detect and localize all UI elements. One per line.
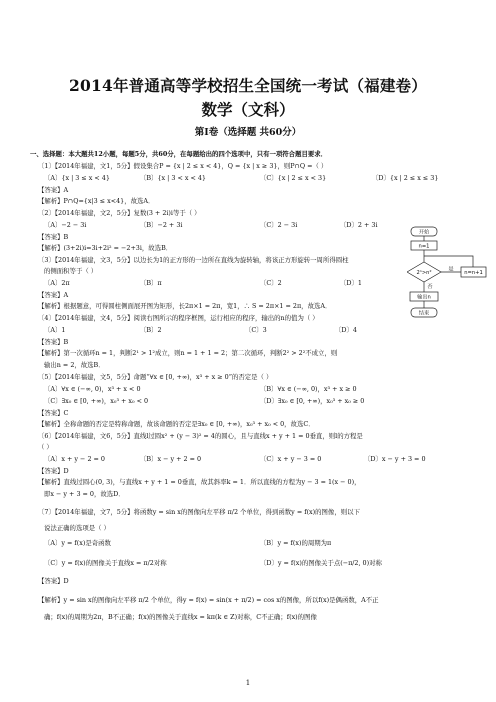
q6-option-b: 〔B〕x − y + 2 = 0 — [140, 455, 202, 463]
q4-answer: 【答案】B — [38, 338, 69, 346]
q7-option-c: 〔C〕y = f(x)的图像关于直线x = π/2对称 — [44, 559, 167, 567]
q4-option-b: 〔B〕2 — [140, 326, 162, 334]
q5-analysis: 【解析】全称命题的否定是特称命题，故该命题的否定是∃x₀ ∈ [0, +∞)，x₀³ + x₀ < 0，故选C． — [38, 420, 315, 428]
exam-title: 2014年普通高等学校招生全国统一考试（福建卷） — [69, 76, 427, 95]
q2-option-d: 〔D〕2 + 3i — [340, 221, 378, 229]
q5-answer: 【答案】C — [38, 409, 69, 417]
flow-no-label: 否 — [427, 284, 433, 290]
q3-analysis: 【解析】根据题意，可得圆柱侧面展开图为矩形，长2π×1 = 2π，宽1，∴ S = 2π×1 = 2π，故选A． — [38, 302, 332, 310]
q6-analysis-line2: 即x − y + 3 = 0，故选D． — [44, 490, 125, 498]
q3-option-a: 〔A〕2π — [44, 279, 70, 287]
q6-stem-line1: 〔6〕【2014年福建，文6，5分】直线l过圆x² + (y − 3)² = 4的圆心，且与直线x + y + 1 = 0垂直，则l的方程是 — [38, 432, 363, 440]
q1-answer: 【答案】A — [38, 186, 69, 194]
flow-condition-label: 2ⁿ>n² — [416, 270, 432, 276]
q2-answer: 【答案】B — [38, 233, 69, 241]
q4-option-c: 〔C〕3 — [245, 326, 267, 334]
q5-option-a: 〔A〕∀x ∈ (−∞, 0)，x³ + x < 0 — [44, 385, 141, 393]
flow-output-label: 输出n — [417, 294, 431, 301]
q7-stem-line1: 〔7〕【2014年福建，文7，5分】将函数y = sin x的图像向左平移 π/2 个单位，得到函数y = f(x)的图像，则以下 — [38, 508, 360, 516]
q2-option-a: 〔A〕−2 − 3i — [44, 221, 87, 229]
q1-option-a: 〔A〕{x | 3 ≤ x < 4} — [44, 174, 110, 182]
q1-stem: 〔1〕【2014年福建，文1，5分】假设集合P = {x | 2 ≤ x < 4}，Q = {x | x ≥ 3}，则P∩Q =（ ） — [38, 162, 328, 170]
flow-init-label: n=1 — [418, 243, 430, 250]
q7-stem-line2: 说法正确的选项是（ ） — [44, 524, 110, 532]
q7-option-a: 〔A〕y = f(x)是奇函数 — [44, 539, 111, 547]
q4-option-d: 〔D〕4 — [335, 326, 357, 334]
q6-answer: 【答案】D — [38, 467, 69, 475]
q2-analysis: 【解析】(3+2i)i=3i+2i² = −2+3i，故选B． — [38, 244, 173, 252]
flow-end-label: 结束 — [418, 310, 430, 317]
flow-start-label: 开始 — [418, 229, 430, 236]
q3-option-b: 〔B〕π — [140, 279, 162, 287]
q7-option-d: 〔D〕y = f(x)的图像关于点(−π/2, 0)对称 — [260, 559, 382, 567]
section-heading: 一、选择题：本大题共12小题，每题5分，共60分，在每题给出的四个选项中，只有一项符合题目要求． — [30, 150, 328, 158]
q3-option-d: 〔D〕1 — [340, 279, 362, 287]
page-number: 1 — [245, 679, 251, 687]
q6-option-d: 〔D〕x − y + 3 = 0 — [364, 455, 426, 463]
q2-stem: 〔2〕【2014年福建，文2，5分】复数(3 + 2i)i等于（ ） — [38, 209, 201, 217]
q3-stem-line2: 的侧面积等于（ ） — [44, 267, 98, 275]
q1-option-d: 〔D〕{x | 2 ≤ x ≤ 3} — [372, 174, 439, 182]
q1-analysis: 【解析】P∩Q={x|3 ≤ x<4}，故选A． — [38, 197, 155, 205]
part-title: 第Ⅰ卷（选择题 共60分） — [194, 127, 302, 138]
q1-option-c: 〔C〕{x | 2 ≤ x < 3} — [260, 174, 327, 182]
q4-stem: 〔4〕【2014年福建，文4，5分】阅读右图所示的程序框图，运行相应的程序，输出的n的值为（ ） — [38, 314, 319, 322]
q2-option-c: 〔C〕2 − 3i — [260, 221, 298, 229]
q1-option-b: 〔B〕{x | 3 < x < 4} — [140, 174, 207, 182]
q6-option-a: 〔A〕x + y − 2 = 0 — [44, 455, 105, 463]
q5-stem: 〔5〕【2014年福建，文5，5分】命题“∀x ∈ [0, +∞)，x³ + x ≥ 0”的否定是（ ） — [38, 373, 273, 381]
q4-option-a: 〔A〕1 — [44, 326, 66, 334]
q3-answer: 【答案】A — [38, 291, 69, 299]
q6-stem-line2: （ ） — [38, 443, 53, 451]
q5-option-c: 〔C〕∃x₀ ∈ [0, +∞)，x₀³ + x₀ < 0 — [44, 397, 149, 405]
flow-update-label: n=n+1 — [464, 270, 483, 276]
exam-subtitle: 数学（文科） — [201, 100, 295, 119]
flow-yes-label: 是 — [448, 266, 454, 273]
q7-analysis-line2: 确；f(x)的周期为2π，B不正确；f(x)的图像关于直线x = kπ(k ∈ Z)对称，C不正确；f(x)的图像 — [44, 613, 317, 621]
q5-option-d: 〔D〕∃x₀ ∈ [0, +∞)，x₀³ + x₀ ≥ 0 — [260, 397, 365, 405]
q4-analysis-line1: 【解析】第一次循环n = 1，判断2¹ > 1²成立，则n = 1 + 1 = 2；第二次循环，判断2² > 2²不成立，则 — [38, 349, 338, 357]
q5-option-b: 〔B〕∀x ∈ (−∞, 0)，x³ + x ≥ 0 — [260, 385, 357, 393]
q7-analysis-line1: 【解析】y = sin x的图像向左平移 π/2 个单位，得y = f(x) = sin(x + π/2) = cos x的图像，所以f(x)是偶函数，A不正 — [38, 596, 379, 604]
program-flowchart — [407, 226, 487, 360]
q6-option-c: 〔C〕x + y − 3 = 0 — [260, 455, 322, 463]
q7-answer: 【答案】D — [38, 577, 69, 585]
q3-stem-line1: 〔3〕【2014年福建，文3，5分】以边长为1的正方形的一边所在直线为旋转轴，将该正方形旋转一周所得圆柱 — [38, 256, 349, 264]
q2-option-b: 〔B〕−2 + 3i — [140, 221, 183, 229]
q3-option-c: 〔C〕2 — [260, 279, 282, 287]
q4-analysis-line2: 输出n = 2，故选B． — [44, 361, 105, 369]
q7-option-b: 〔B〕y = f(x)的周期为π — [260, 539, 332, 547]
q6-analysis-line1: 【解析】直线过圆心(0, 3)，与直线x + y + 1 = 0垂直，故其斜率k = 1．所以直线的方程为y − 3 = 1(x − 0)， — [38, 478, 361, 486]
